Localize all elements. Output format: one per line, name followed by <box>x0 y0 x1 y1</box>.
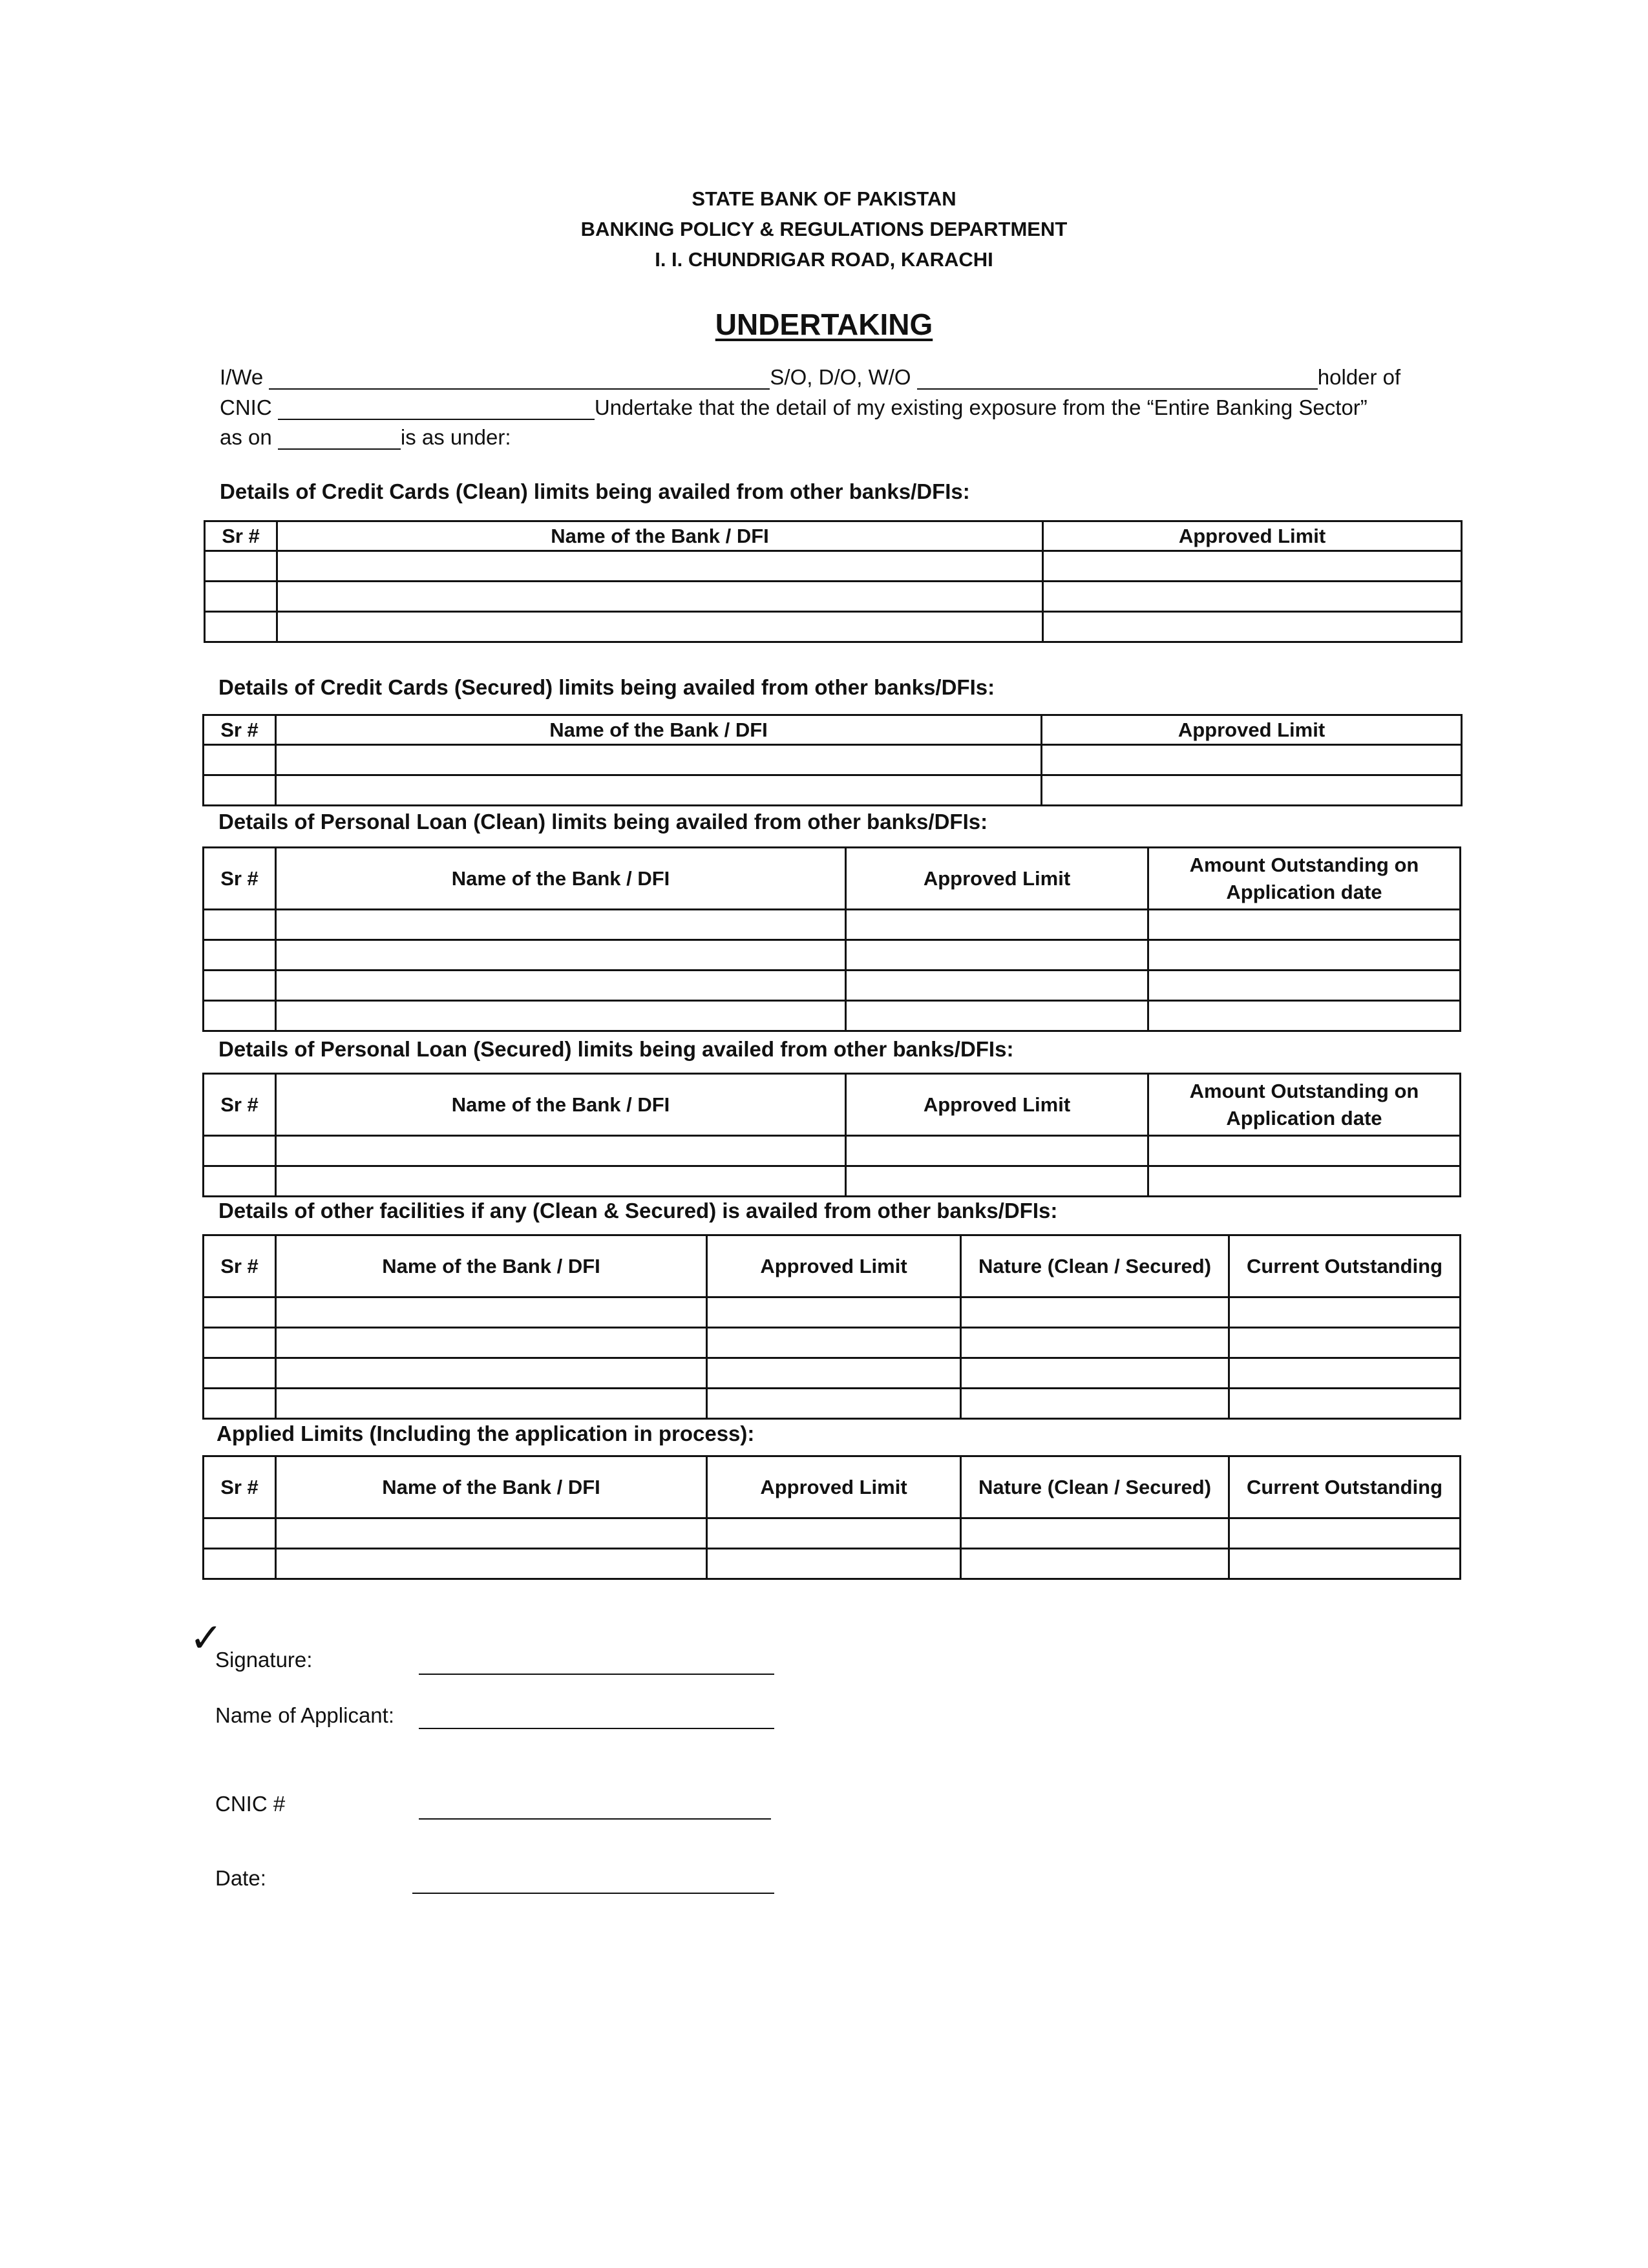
table-row <box>204 1001 1461 1031</box>
col-header-amount-outstanding: Amount Outstanding on Application date <box>1148 848 1461 910</box>
bank-cell[interactable] <box>276 775 1042 806</box>
table-row <box>204 1166 1461 1197</box>
section-title-cc-clean: Details of Credit Cards (Clean) limits being availed from other banks/DFIs: <box>220 479 970 503</box>
cnic-field[interactable] <box>278 399 595 420</box>
outstanding-cell[interactable] <box>1229 1328 1461 1358</box>
date-field[interactable] <box>412 1891 774 1894</box>
sr-cell[interactable] <box>204 940 276 971</box>
col-header-nature: Nature (Clean / Secured) <box>961 1235 1229 1297</box>
applicant-name-field[interactable] <box>419 1727 774 1729</box>
limit-cell[interactable] <box>846 971 1148 1001</box>
col-header-bank: Name of the Bank / DFI <box>277 521 1043 551</box>
table-row <box>204 1358 1461 1389</box>
sr-cell[interactable] <box>204 971 276 1001</box>
bank-cell[interactable] <box>276 1166 846 1197</box>
bank-cell[interactable] <box>276 1328 707 1358</box>
bank-cell[interactable] <box>277 551 1043 582</box>
declaration-line-3 <box>220 425 511 450</box>
header-line-3: I. I. CHUNDRIGAR ROAD, KARACHI <box>655 248 993 271</box>
header-line-2: BANKING POLICY & REGULATIONS DEPARTMENT <box>580 218 1068 240</box>
iwe-label: I/We <box>220 365 264 389</box>
table-row <box>204 1549 1461 1579</box>
limit-cell[interactable] <box>707 1389 961 1419</box>
bank-cell[interactable] <box>277 582 1043 612</box>
table-pl-clean <box>202 846 1461 1032</box>
outstanding-cell[interactable] <box>1148 940 1461 971</box>
sr-cell[interactable] <box>204 1166 276 1197</box>
col-header-sr: Sr # <box>204 1074 276 1136</box>
relation-label: S/O, D/O, W/O <box>770 365 911 389</box>
limit-cell[interactable] <box>707 1518 961 1549</box>
limit-cell[interactable] <box>707 1328 961 1358</box>
col-header-approved-limit: Approved Limit <box>1042 715 1462 745</box>
cnic-number-field[interactable] <box>419 1817 771 1820</box>
table-row <box>204 1518 1461 1549</box>
table-other-facilities <box>202 1234 1461 1420</box>
col-header-approved-limit: Approved Limit <box>846 1074 1148 1136</box>
table-row <box>204 940 1461 971</box>
bank-cell[interactable] <box>276 1297 707 1328</box>
table-pl-secured <box>202 1073 1461 1197</box>
sr-cell[interactable] <box>204 1358 276 1389</box>
outstanding-cell[interactable] <box>1148 910 1461 940</box>
nature-cell[interactable] <box>961 1358 1229 1389</box>
outstanding-cell[interactable] <box>1229 1518 1461 1549</box>
limit-cell[interactable] <box>1043 612 1462 642</box>
limit-cell[interactable] <box>707 1549 961 1579</box>
limit-cell[interactable] <box>846 910 1148 940</box>
outstanding-cell[interactable] <box>1229 1358 1461 1389</box>
section-title-pl-secured: Details of Personal Loan (Secured) limits being availed from other banks/DFIs: <box>218 1037 1014 1061</box>
nature-cell[interactable] <box>961 1328 1229 1358</box>
col-header-nature: Nature (Clean / Secured) <box>961 1456 1229 1518</box>
outstanding-cell[interactable] <box>1229 1549 1461 1579</box>
checkmark-icon: ✓ <box>189 1614 223 1661</box>
bank-cell[interactable] <box>276 971 846 1001</box>
header-line-1: STATE BANK OF PAKISTAN <box>692 187 956 210</box>
col-header-approved-limit: Approved Limit <box>707 1456 961 1518</box>
sr-cell[interactable] <box>204 745 276 775</box>
table-row <box>205 582 1462 612</box>
sr-cell[interactable] <box>204 1549 276 1579</box>
bank-cell[interactable] <box>277 612 1043 642</box>
sr-cell[interactable] <box>205 551 277 582</box>
limit-cell[interactable] <box>846 940 1148 971</box>
bank-cell[interactable] <box>276 1549 707 1579</box>
limit-cell[interactable] <box>1043 582 1462 612</box>
undertake-text: Undertake that the detail of my existing exposure from the “Entire Banking Sector” <box>594 395 1368 419</box>
sr-cell[interactable] <box>204 1328 276 1358</box>
declaration-line-2 <box>220 395 1486 420</box>
holder-of-label: holder of <box>1317 365 1401 389</box>
sr-cell[interactable] <box>204 1001 276 1031</box>
col-header-approved-limit: Approved Limit <box>707 1235 961 1297</box>
col-header-approved-limit: Approved Limit <box>1043 521 1462 551</box>
nature-cell[interactable] <box>961 1518 1229 1549</box>
col-header-amount-outstanding: Amount Outstanding on Application date <box>1148 1074 1461 1136</box>
table-row <box>204 1297 1461 1328</box>
limit-cell[interactable] <box>1043 551 1462 582</box>
outstanding-cell[interactable] <box>1148 1001 1461 1031</box>
col-header-sr: Sr # <box>204 848 276 910</box>
bank-cell[interactable] <box>276 1001 846 1031</box>
limit-cell[interactable] <box>707 1358 961 1389</box>
bank-cell[interactable] <box>276 1358 707 1389</box>
name-field[interactable] <box>269 369 770 390</box>
sr-cell[interactable] <box>204 1518 276 1549</box>
bank-cell[interactable] <box>276 1389 707 1419</box>
limit-cell[interactable] <box>846 1001 1148 1031</box>
table-row <box>204 1328 1461 1358</box>
col-header-sr: Sr # <box>204 1456 276 1518</box>
col-header-bank: Name of the Bank / DFI <box>276 1235 707 1297</box>
limit-cell[interactable] <box>707 1297 961 1328</box>
as-on-label: as on <box>220 425 272 449</box>
section-title-cc-secured: Details of Credit Cards (Secured) limits being availed from other banks/DFIs: <box>218 675 995 699</box>
nature-cell[interactable] <box>961 1389 1229 1419</box>
bank-cell[interactable] <box>276 745 1042 775</box>
outstanding-cell[interactable] <box>1148 1166 1461 1197</box>
outstanding-cell[interactable] <box>1148 971 1461 1001</box>
table-cc-secured <box>202 714 1463 806</box>
sr-cell[interactable] <box>204 1389 276 1419</box>
outstanding-cell[interactable] <box>1229 1389 1461 1419</box>
declaration-line-1 <box>220 365 1448 390</box>
sr-cell[interactable] <box>205 612 277 642</box>
sr-cell[interactable] <box>204 1136 276 1166</box>
cnic-label: CNIC <box>220 395 272 419</box>
table-row <box>204 1136 1461 1166</box>
section-title-applied-limits: Applied Limits (Including the application in process): <box>217 1422 755 1445</box>
date-label: Date: <box>215 1866 266 1890</box>
col-header-bank: Name of the Bank / DFI <box>276 715 1042 745</box>
col-header-bank: Name of the Bank / DFI <box>276 848 846 910</box>
col-header-bank: Name of the Bank / DFI <box>276 1456 707 1518</box>
limit-cell[interactable] <box>846 1166 1148 1197</box>
sr-cell[interactable] <box>204 1297 276 1328</box>
table-cc-clean <box>204 520 1463 643</box>
bank-cell[interactable] <box>276 1136 846 1166</box>
sr-cell[interactable] <box>205 582 277 612</box>
col-header-sr: Sr # <box>205 521 277 551</box>
table-applied-limits <box>202 1455 1461 1580</box>
bank-cell[interactable] <box>276 910 846 940</box>
nature-cell[interactable] <box>961 1297 1229 1328</box>
applicant-name-label: Name of Applicant: <box>215 1703 394 1727</box>
col-header-current-outstanding: Current Outstanding <box>1229 1235 1461 1297</box>
col-header-sr: Sr # <box>204 715 276 745</box>
nature-cell[interactable] <box>961 1549 1229 1579</box>
signature-label: Signature: <box>215 1648 313 1672</box>
table-row <box>204 745 1462 775</box>
limit-cell[interactable] <box>1042 775 1462 806</box>
col-header-sr: Sr # <box>204 1235 276 1297</box>
section-title-pl-clean: Details of Personal Loan (Clean) limits being availed from other banks/DFIs: <box>218 810 988 834</box>
table-row <box>205 551 1462 582</box>
as-on-date-field[interactable] <box>278 429 401 450</box>
section-title-other-facilities: Details of other facilities if any (Clean & Secured) is availed from other banks/DFIs: <box>218 1199 1058 1223</box>
page-title: UNDERTAKING <box>715 308 933 341</box>
bank-cell[interactable] <box>276 940 846 971</box>
table-row <box>205 612 1462 642</box>
bank-cell[interactable] <box>276 1518 707 1549</box>
limit-cell[interactable] <box>846 1136 1148 1166</box>
sr-cell[interactable] <box>204 775 276 806</box>
col-header-current-outstanding: Current Outstanding <box>1229 1456 1461 1518</box>
cnic-number-label: CNIC # <box>215 1792 286 1816</box>
col-header-bank: Name of the Bank / DFI <box>276 1074 846 1136</box>
table-row <box>204 910 1461 940</box>
table-row <box>204 775 1462 806</box>
outstanding-cell[interactable] <box>1148 1136 1461 1166</box>
table-row <box>204 1389 1461 1419</box>
outstanding-cell[interactable] <box>1229 1297 1461 1328</box>
relation-name-field[interactable] <box>917 369 1318 390</box>
sr-cell[interactable] <box>204 910 276 940</box>
col-header-approved-limit: Approved Limit <box>846 848 1148 910</box>
signature-field[interactable] <box>419 1672 774 1675</box>
table-row <box>204 971 1461 1001</box>
limit-cell[interactable] <box>1042 745 1462 775</box>
is-as-under-label: is as under: <box>400 425 511 449</box>
